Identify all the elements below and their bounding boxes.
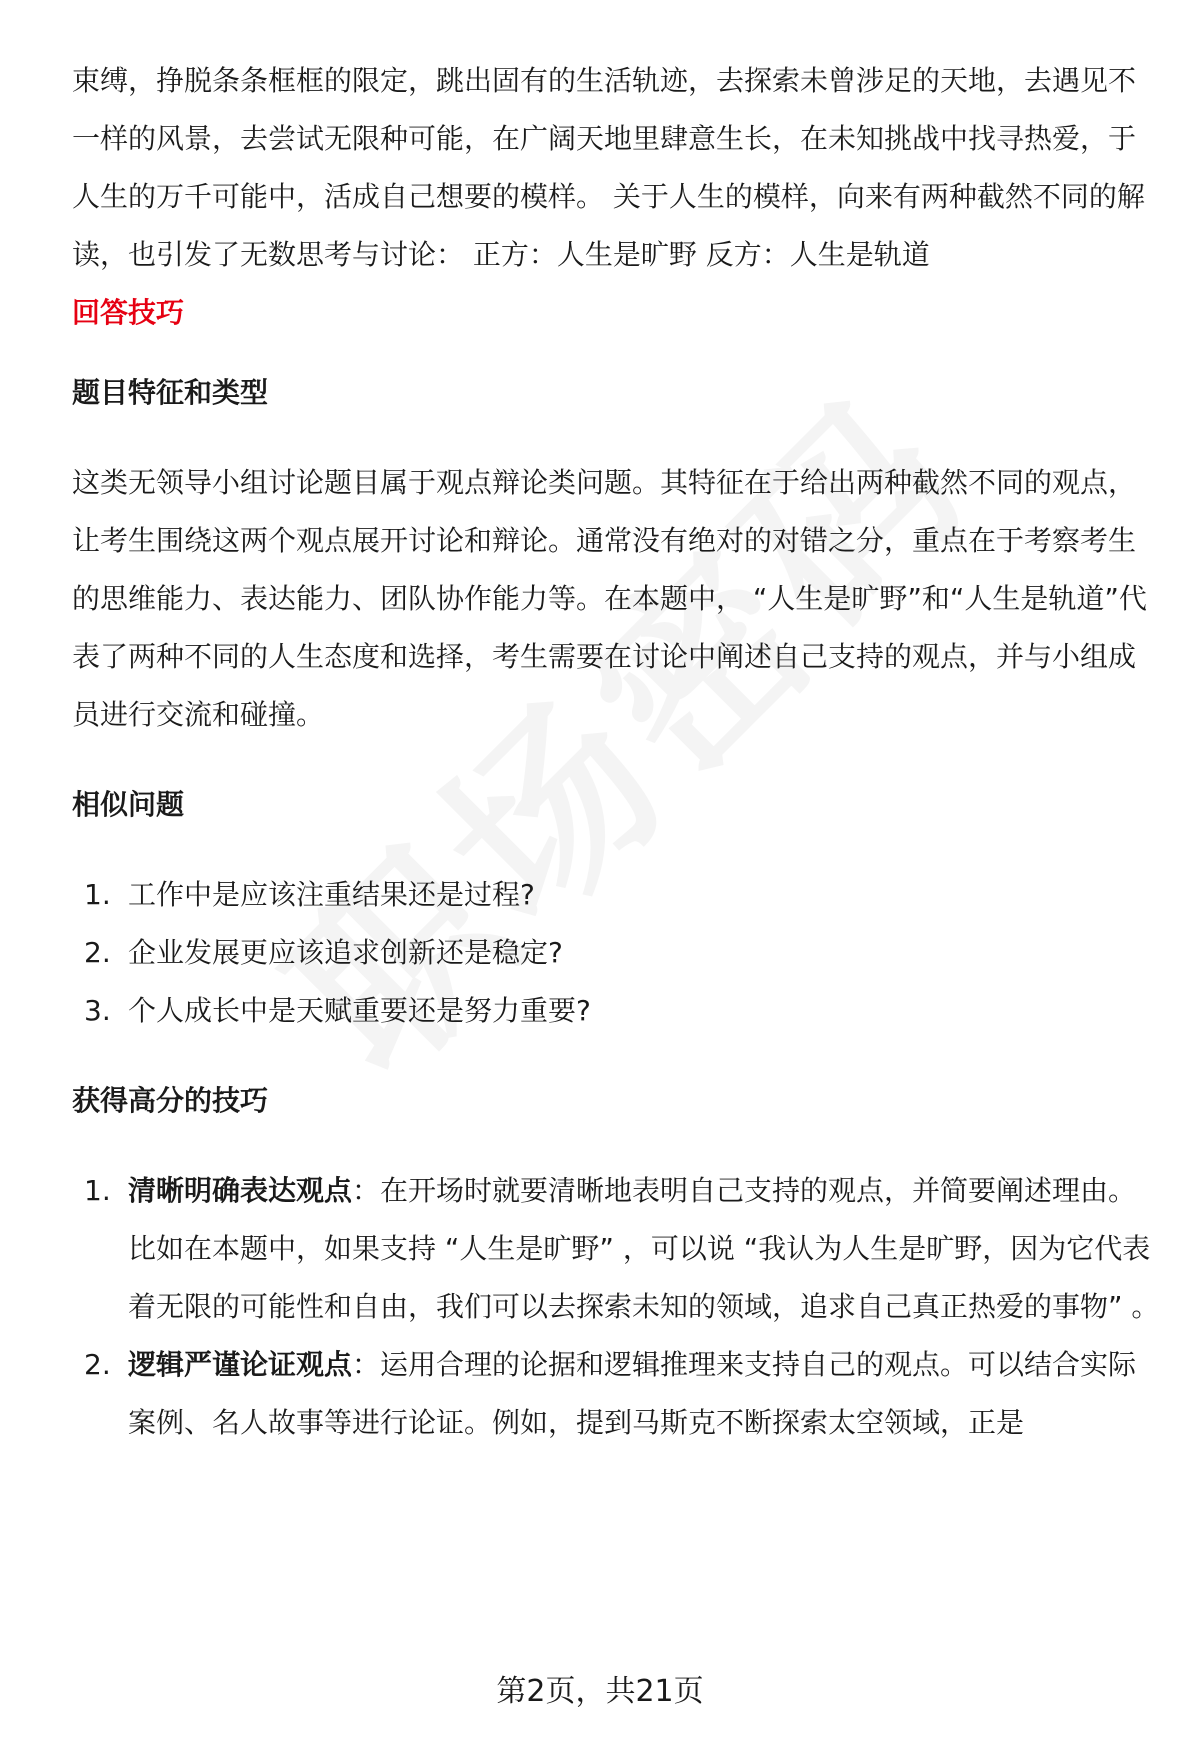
tips-list: [72, 1162, 1162, 1452]
list-item-number: 2.: [84, 1348, 111, 1381]
list-item: [72, 866, 1162, 924]
list-item-text: 个人成长中是天赋重要还是努力重要?: [128, 994, 591, 1027]
list-item-text: 企业发展更应该追求创新还是稳定?: [128, 936, 563, 969]
answer-tips-heading: 回答技巧: [72, 296, 185, 329]
intro-paragraph: 束缚，挣脱条条框框的限定，跳出固有的生活轨迹，去探索未曾涉足的天地，去遇见不一样的风景，去尝试无限种可能，在广阔天地里肆意生长，在未知挑战中找寻热爱，于人生的万千可能中，活成自己想要的模样。 关于人生的模样，向来有两种截然不同的解读，也引发了无数思考与讨论： 正方：人生是旷野 反方：人生是轨道: [72, 64, 1145, 271]
page-content: [72, 52, 1162, 1452]
type-heading: 题目特征和类型: [72, 376, 269, 409]
tip-text: ：在开场时就要清晰地表明自己支持的观点，并简要阐述理由。比如在本题中，如果支持 “人生是旷野” ，可以说 “我认为人生是旷野，因为它代表着无限的可能性和自由，我们可以去探索未知的领域，追求自己真正热爱的事物” 。: [128, 1174, 1160, 1323]
list-item: [72, 982, 1162, 1040]
tips-heading: 获得高分的技巧: [72, 1084, 269, 1117]
list-item-number: 3.: [84, 994, 111, 1027]
tip-text: ：运用合理的论据和逻辑推理来支持自己的观点。可以结合实际案例、名人故事等进行论证。例如，提到马斯克不断探索太空领域，正是: [128, 1348, 1137, 1439]
list-item-text: 工作中是应该注重结果还是过程?: [128, 878, 535, 911]
type-paragraph: 这类无领导小组讨论题目属于观点辩论类问题。其特征在于给出两种截然不同的观点，让考生围绕这两个观点展开讨论和辩论。通常没有绝对的对错之分，重点在于考察考生的思维能力、表达能力、团队协作能力等。在本题中， “人生是旷野”和“人生是轨道”代表了两种不同的人生态度和选择，考生需要在讨论中阐述自己支持的观点，并与小组成员进行交流和碰撞。: [72, 466, 1147, 731]
list-item-number: 1.: [84, 1174, 111, 1207]
list-item-number: 1.: [84, 878, 111, 911]
similar-heading: 相似问题: [72, 788, 185, 821]
list-item: [72, 1162, 1162, 1336]
list-item-number: 2.: [84, 936, 111, 969]
page-number-footer: 第2页，共21页: [496, 1674, 704, 1709]
similar-list: [72, 866, 1162, 1040]
tip-title: 清晰明确表达观点: [128, 1174, 353, 1207]
list-item: [72, 1336, 1162, 1452]
list-item: [72, 924, 1162, 982]
tip-title: 逻辑严谨论证观点: [128, 1348, 353, 1381]
